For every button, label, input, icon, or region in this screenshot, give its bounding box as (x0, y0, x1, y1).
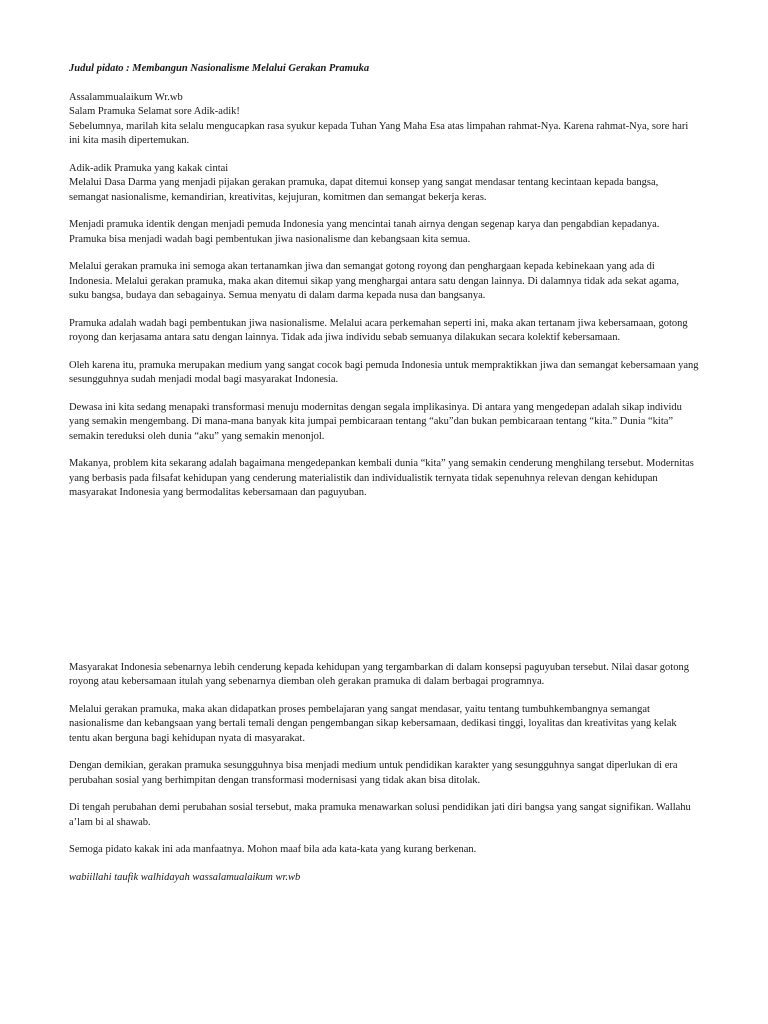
salute: Salam Pramuka Selamat sore Adik-adik! (69, 106, 240, 117)
paragraph (69, 359, 699, 388)
paragraph (69, 260, 699, 304)
greeting: Assalammualaikum Wr.wb (69, 91, 183, 103)
paragraph-text: Semoga pidato kakak ini ada manfaatnya. Mohon maaf bila ada kata-kata yang kurang berkenan. (69, 844, 477, 855)
address-text: Melalui Dasa Darma yang menjadi pijakan gerakan pramuka, dapat ditemui konsep yang sangat mendasar tentang kecintaan kepada bangsa, semangat nasionalisme, kemandirian, kreativitas, kejujuran, komitmen dan semangat bekerja keras. (69, 177, 659, 203)
closing-block (69, 871, 699, 886)
paragraph-text: Oleh karena itu, pramuka merupakan medium yang sangat cocok bagi pemuda Indonesia untuk mempraktikkan jiwa dan semangat kebersamaan yang sesungguhnya sudah menjadi modal bagi masyarakat Indonesia. (69, 359, 699, 385)
paragraph-text: Menjadi pramuka identik dengan menjadi pemuda Indonesia yang mencintai tanah airnya dengan segenap karya dan pengabdian kepadanya. Pramuka bisa menjadi wadah bagi pembentukan jiwa nasionalisme dan kebangsaan kita semua. (69, 219, 660, 245)
paragraph-text: Melalui gerakan pramuka ini semoga akan tertanamkan jiwa dan semangat gotong royong dan penghargaan kepada kebinekaan yang ada di Indonesia. Melalui gerakan pramuka, maka akan ditemui sikap yang menghargai antara satu dengan lainnya. Di dalamnya tidak ada sekat agama, suku bangsa, budaya dan sebagainya. Semua menyatu di dalam darma kepada nusa dan bangsanya. (69, 261, 680, 301)
address-heading: Adik-adik Pramuka yang kakak cintai (69, 162, 229, 174)
opening-text: Sebelumnya, marilah kita selalu mengucapkan rasa syukur kepada Tuhan Yang Maha Esa atas limpahan rahmat-Nya. Karena rahmat-Nya, sore hari ini kita masih dipertemukan. (69, 120, 689, 146)
paragraph (69, 401, 699, 445)
paragraph (69, 661, 699, 690)
speech-title: Judul pidato : Membangun Nasionalisme Melalui Gerakan Pramuka (69, 63, 370, 74)
paragraph (69, 317, 699, 346)
opening-block (69, 91, 699, 149)
paragraph-text: Masyarakat Indonesia sebenarnya lebih cenderung kepada kehidupan yang tergambarkan di dalam konsepsi paguyuban tersebut. Nilai dasar gotong royong atau kebersamaan itulah yang sebenarnya diemban oleh gerakan pramuka di dalam berbagai programnya. (69, 661, 689, 687)
paragraph-text: Dewasa ini kita sedang menapaki transformasi menuju modernitas dengan segala implikasinya. Di antara yang mengedepan adalah sikap individu yang semakin mengembang. Di mana-mana banyak kita jumpai pembicaraan tentang “aku”dan bukan pembicaraan tentang “kita.” Dunia “kita” semakin tereduksi oleh dunia “aku” yang semakin menonjol. (69, 401, 682, 442)
paragraph (69, 759, 699, 788)
document-page (69, 62, 699, 898)
paragraph (69, 457, 699, 501)
paragraph-text: Di tengah perubahan demi perubahan sosial tersebut, maka pramuka menawarkan solusi pendidikan jati diri bangsa yang sangat signifikan. Wallahu a’lam bi al shawab. (69, 802, 691, 828)
paragraph-text: Dengan demikian, gerakan pramuka sesungguhnya bisa menjadi medium untuk pendidikan karakter yang sesungguhnya sangat diperlukan di era perubahan sosial yang berhimpitan dengan transformasi modernisasi yang tidak akan bisa ditolak. (69, 760, 678, 786)
address-block (69, 162, 699, 206)
paragraph (69, 218, 699, 247)
page-gap (69, 514, 699, 661)
paragraph (69, 843, 699, 858)
paragraph-text: Makanya, problem kita sekarang adalah bagaimana mengedepankan kembali dunia “kita” yang semakin cenderung menghilang tersebut. Modernitas yang berbasis pada filsafat kehidupan yang cenderung materialistik dan individualistik ternyata tidak sepenuhnya relevan dengan kehidupan masyarakat Indonesia yang bermodalitas kebersamaan dan paguyuban. (69, 458, 694, 498)
paragraph-text: Melalui gerakan pramuka, maka akan didapatkan proses pembelajaran yang sangat mendasar, yaitu tentang tumbuhkembangnya semangat nasionalisme dan kebangsaan yang bertali temali dengan pengembangan sikap kebersamaan, dedikasi tinggi, loyalitas dan kreativitas yang kelak tentu akan berguna bagi kehidupan nyata di masyarakat. (69, 703, 677, 744)
paragraph (69, 703, 699, 747)
paragraph (69, 801, 699, 830)
closing-salutation: wabiillahi taufik walhidayah wassalamualaikum wr.wb (69, 871, 301, 883)
paragraph-text: Pramuka adalah wadah bagi pembentukan jiwa nasionalisme. Melalui acara perkemahan seperti ini, maka akan tertanam jiwa kebersamaan, gotong royong dan kerjasama antara satu dengan lainnya. Tidak ada jiwa individu sebab semuanya dilakukan secara kolektif kebersamaan. (69, 317, 688, 343)
